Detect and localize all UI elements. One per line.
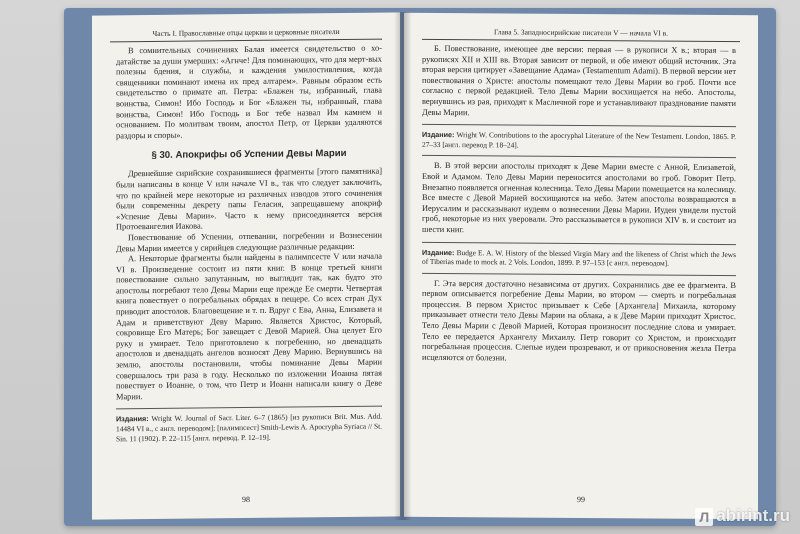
- left-footnote: [116, 412, 382, 444]
- note-1-end-divider: [422, 155, 736, 158]
- right-running-head: Глава 5. Западносирийские писатели V — начала VI в.: [422, 13, 740, 42]
- labirint-watermark: [695, 506, 790, 526]
- left-paragraph-3: А. Некоторые фрагменты были найдены в палимпсесте V или начала VI в. Произведение состоит из пяти книг. В конце третьей книги повествование сильно запутанным, но выглядит так, как будто это апостолы погребают тело Девы Марии еще прежде Ее смерти. Четвертая книга повествует о погребальных обрядах в пещере. Со всех стран Дух приводит апостолов. Благовещение и т. п. Вдруг с Ева, Анна, Елизавета и Адам и приветствуют Деву Марию. Является Христос, Который, сокровище Его Матерь; Бог завещает с Девой Марией. Она целует Его руку и умирает. Тело приготовлено к погребению, но двенадцать апостолов и двенадцать ангелов возносят Деву Марию. Вернувшись на землю, апостолы постановили, чтобы поминание Девы Марии совершалось три раза в году. Несколько по изложении Иоанна пятая повествует о Иоанне, о том, что Петр и Иоанн написали книгу о Деве Марии.: [116, 251, 382, 402]
- right-note-2: [422, 247, 736, 268]
- right-page: [404, 13, 758, 519]
- right-paragraph-g: Г. Эта версия достаточно независима от других. Сохранились две ее фрагмента. В первом описывается погребение Девы Марии, во втором — смерть и погребальная процессия. В первом Христос призывает к Себе [Архангела] Михаила, которому приказывает отнести тело Девы Марии на облака, а к Деве Марии приходит Христос. Тело Девы Марии с Девой Марией, Которая произносит последние слова и умирает. Тело ее передается Архангелу Михаилу. Петр говорит со Христом, и происходит погребальная процессия. Слепые иудеи прозревают, и от прикосновения жезла Петра исцеляются от болезни.: [422, 278, 736, 363]
- left-footnote-text: Wright W. Journal of Sacr. Liter. 6–7 (1865) [из рукописи Brit. Mus. Add. 14484 VI в., с англ. переводом]; [палимпсест] Smith-Lewis A. Apocrypha Syriaca // St. Sin. 11 (1902). P. 22–115 [англ. перевод. P. 12–19].: [116, 411, 382, 443]
- left-page: [92, 12, 400, 519]
- right-note-2-text: Budge E. A. W. History of the blessed Virgin Mary and the likeness of Christ which the Jews of Tiberias made to mock at. 2 Vols. London, 1899. P. 97–153 [с англ. переводом].: [422, 247, 736, 268]
- note-2-divider: [422, 241, 736, 244]
- left-paragraph-1: Древнейшие сирийские сохранившиеся фрагменты [этого памятника] были написаны в конце V или начале VI в., так что следует заключить, что по крайней мере некоторые из различных изводов этого сочинения были современны декрету папы Геласия, запрещавшему апокриф «Успение Девы Марии». Часто к нему присоединяется версия Протоевангелия Иакова.: [116, 166, 382, 232]
- right-body: [404, 44, 758, 366]
- labirint-logo-icon: Л: [695, 508, 713, 526]
- book-gutter: [394, 12, 412, 520]
- note-1-divider: [422, 124, 736, 127]
- right-paragraph-v: В. В этой версии апостолы приходят к Деве Марии вместе с Анной, Елизаветой, Евой и Адамом. Тело Девы Марии переносится апостолами во гроб. Говорит Петр. Внезапно появляется огненная колесница. Тело Девы Марии помещается на колесницу. Все вместе с Девой Марией восхищаются на небо. Затем апостолы возвращаются в Иерусалим и рассказывают иудеям о вознесении Девы Марии. Иудеи увидели пустой гроб, некоторые из них уверовали. Это рассказывается в рукописи XIV в. и состоит из шести книг.: [422, 161, 736, 235]
- left-page-number: 98: [242, 494, 250, 505]
- left-running-head: Часть I. Православные отцы церкви и церковные писатели: [110, 13, 382, 43]
- left-footnote-label: Издания:: [116, 414, 149, 424]
- right-note-1-label: Издание:: [422, 130, 455, 140]
- right-page-number: 99: [577, 494, 585, 505]
- left-body: [92, 43, 400, 443]
- section-title: § 30. Апокрифы об Успении Девы Марии: [151, 148, 347, 162]
- left-intro-paragraph: В сомнительных сочинениях Балая имеется свидетельство о хо-датайстве за души умерших: «Агнче! Для поминающих, что для мерт-вых полезны бдения, и службы, и каждения умилостивления, когда священники поминают имена их пред алтарем». Равным образом есть свидетельство о примате ап. Петра: «Блажен ты, избранный, глава воинства, Симон! Ибо Господь и Бог «Блажен ты, избранный, глава воинства, Симон! Ибо Господь и Бог тебе назвал Им камнем и основанием. По молитвам твоим, апостол Петр, от Церкви удаляются раздоры и споры».: [116, 43, 382, 141]
- note-2-end-divider: [422, 273, 736, 276]
- right-note-1: [422, 130, 736, 151]
- watermark-text: abirint.ru: [716, 506, 790, 525]
- right-paragraph-b: Б. Повествование, имеющее две версии: первая — в рукописи X в.; вторая — в рукописях XII и XIII вв. Вторая зависит от первой, и обе имеют общий источник. Эта вторая версия цитирует «Завещание Адама» (Testamentum Adami). В первой версии нет повествования о Христе: апостолы помещают тело Девы Марии во гроб. Почти все согласно с первой редакцией. Тело Девы Марии восхищается на небо. Апостолы, вернувшись из рая, приходят к Масличной горе и устанавливают празднование памяти Девы Марии.: [422, 43, 736, 117]
- footnote-divider: [116, 406, 382, 410]
- right-note-2-label: Издание:: [422, 247, 455, 257]
- left-paragraph-2: Повествование об Успении, отпевании, погребении и Вознесении Девы Марии имеется у сирийцев следующие различные редакции:: [116, 230, 382, 253]
- right-note-1-text: Wright W. Contributions to the apocryphal Literature of the New Testament. London, 1865. P. 27–33 [англ. перевод P. 18–24].: [422, 130, 736, 150]
